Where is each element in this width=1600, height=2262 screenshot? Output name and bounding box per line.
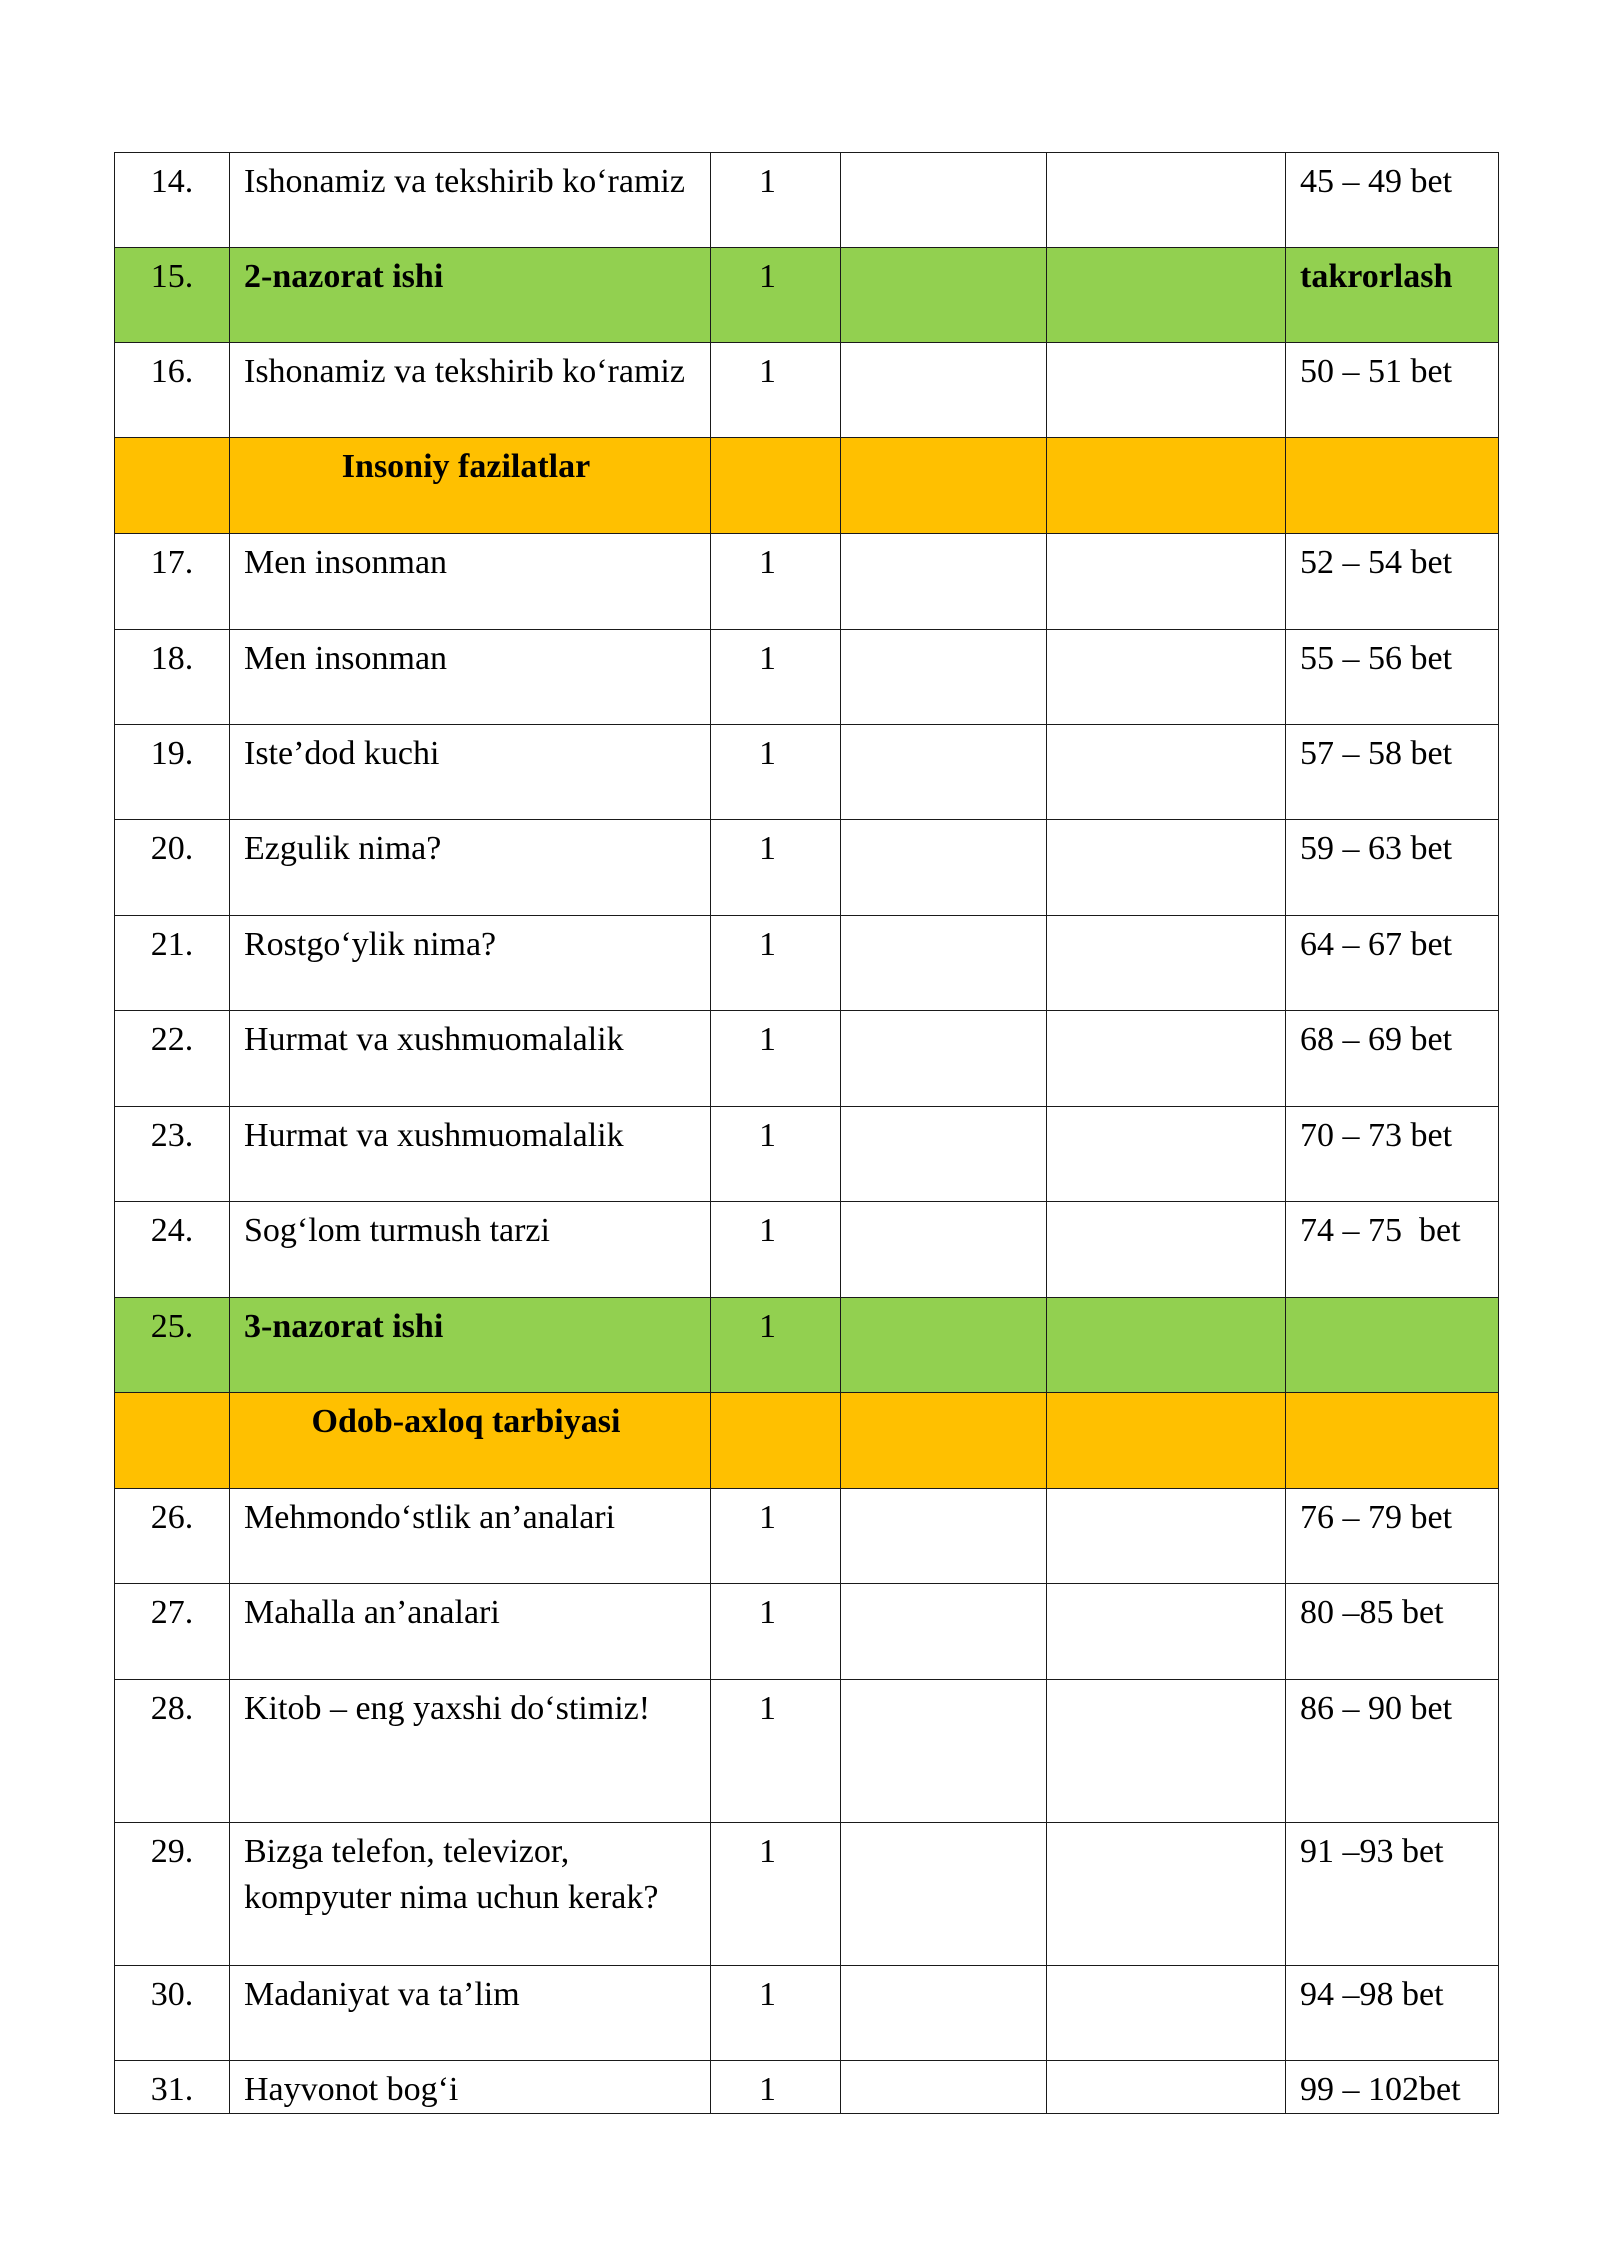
hours-count: 1 bbox=[711, 1966, 841, 2061]
row-number: 20. bbox=[115, 820, 230, 916]
empty-cell bbox=[1047, 1680, 1286, 1823]
empty-cell bbox=[1047, 1489, 1286, 1584]
hours-count: 1 bbox=[711, 153, 841, 248]
hours-count: 1 bbox=[711, 725, 841, 820]
lesson-row bbox=[115, 1107, 1499, 1202]
row-number: 30. bbox=[115, 1966, 230, 2061]
lesson-title: Insoniy fazilatlar bbox=[230, 438, 711, 534]
row-number: 31. bbox=[115, 2061, 230, 2114]
hours-count: 1 bbox=[711, 820, 841, 916]
empty-cell bbox=[841, 248, 1047, 343]
row-number: 23. bbox=[115, 1107, 230, 1202]
lesson-title: Iste’dod kuchi bbox=[230, 725, 711, 820]
lesson-title: 2-nazorat ishi bbox=[230, 248, 711, 343]
empty-cell bbox=[1047, 725, 1286, 820]
row-number: 17. bbox=[115, 534, 230, 630]
lesson-row bbox=[115, 1011, 1499, 1107]
row-number: 21. bbox=[115, 916, 230, 1011]
lesson-title: Mahalla an’analari bbox=[230, 1584, 711, 1680]
empty-cell bbox=[1047, 916, 1286, 1011]
lesson-row bbox=[115, 1680, 1499, 1823]
textbook-pages: 94 –98 bet bbox=[1286, 1966, 1499, 2061]
empty-cell bbox=[841, 2061, 1047, 2114]
textbook-pages: 91 –93 bet bbox=[1286, 1823, 1499, 1966]
empty-cell bbox=[841, 534, 1047, 630]
hours-count: 1 bbox=[711, 1107, 841, 1202]
lesson-title: Kitob – eng yaxshi do‘stimiz! bbox=[230, 1680, 711, 1823]
empty-cell bbox=[841, 1393, 1047, 1489]
lesson-row bbox=[115, 1489, 1499, 1584]
hours-count: 1 bbox=[711, 1298, 841, 1393]
hours-count: 1 bbox=[711, 343, 841, 438]
section-header-row bbox=[115, 1393, 1499, 1489]
empty-cell bbox=[1047, 1966, 1286, 2061]
textbook-pages: 50 – 51 bet bbox=[1286, 343, 1499, 438]
empty-cell bbox=[1047, 820, 1286, 916]
empty-cell bbox=[1047, 343, 1286, 438]
lesson-row bbox=[115, 153, 1499, 248]
row-number: 27. bbox=[115, 1584, 230, 1680]
empty-cell bbox=[1047, 534, 1286, 630]
empty-cell bbox=[841, 1107, 1047, 1202]
empty-cell bbox=[841, 1966, 1047, 2061]
lesson-row bbox=[115, 343, 1499, 438]
row-number: 28. bbox=[115, 1680, 230, 1823]
empty-cell bbox=[841, 1680, 1047, 1823]
hours-count: 1 bbox=[711, 916, 841, 1011]
lesson-title: Men insonman bbox=[230, 534, 711, 630]
hours-count: 1 bbox=[711, 248, 841, 343]
empty-cell bbox=[1047, 2061, 1286, 2114]
empty-cell bbox=[841, 916, 1047, 1011]
hours-count: 1 bbox=[711, 1489, 841, 1584]
textbook-pages: takrorlash bbox=[1286, 248, 1499, 343]
lesson-title: Rostgo‘ylik nima? bbox=[230, 916, 711, 1011]
textbook-pages: 70 – 73 bet bbox=[1286, 1107, 1499, 1202]
lesson-row bbox=[115, 725, 1499, 820]
control-work-row bbox=[115, 248, 1499, 343]
lesson-title: Men insonman bbox=[230, 630, 711, 725]
empty-cell bbox=[1047, 1584, 1286, 1680]
empty-cell bbox=[841, 820, 1047, 916]
empty-cell bbox=[1047, 1393, 1286, 1489]
row-number: 22. bbox=[115, 1011, 230, 1107]
empty-cell bbox=[1047, 438, 1286, 534]
row-number: 29. bbox=[115, 1823, 230, 1966]
hours-count: 1 bbox=[711, 1680, 841, 1823]
textbook-pages: 76 – 79 bet bbox=[1286, 1489, 1499, 1584]
lesson-row bbox=[115, 630, 1499, 725]
empty-cell bbox=[1047, 1202, 1286, 1298]
lesson-row bbox=[115, 1823, 1499, 1966]
empty-cell bbox=[841, 1823, 1047, 1966]
empty-cell bbox=[841, 153, 1047, 248]
empty-cell bbox=[1047, 153, 1286, 248]
empty-cell bbox=[841, 1011, 1047, 1107]
lesson-row bbox=[115, 1966, 1499, 2061]
lesson-row bbox=[115, 916, 1499, 1011]
textbook-pages: 45 – 49 bet bbox=[1286, 153, 1499, 248]
textbook-pages: 64 – 67 bet bbox=[1286, 916, 1499, 1011]
hours-count: 1 bbox=[711, 1823, 841, 1966]
empty-cell bbox=[1047, 1011, 1286, 1107]
textbook-pages bbox=[1286, 1298, 1499, 1393]
hours-count: 1 bbox=[711, 534, 841, 630]
row-number: 24. bbox=[115, 1202, 230, 1298]
empty-cell bbox=[1047, 1823, 1286, 1966]
row-number bbox=[115, 1393, 230, 1489]
textbook-pages: 52 – 54 bet bbox=[1286, 534, 1499, 630]
lesson-title: Ishonamiz va tekshirib ko‘ramiz bbox=[230, 343, 711, 438]
textbook-pages: 57 – 58 bet bbox=[1286, 725, 1499, 820]
textbook-pages bbox=[1286, 1393, 1499, 1489]
empty-cell bbox=[841, 438, 1047, 534]
empty-cell bbox=[841, 725, 1047, 820]
lesson-row bbox=[115, 1584, 1499, 1680]
lesson-title: Hayvonot bog‘i bbox=[230, 2061, 711, 2114]
row-number: 15. bbox=[115, 248, 230, 343]
lesson-title: Sog‘lom turmush tarzi bbox=[230, 1202, 711, 1298]
empty-cell bbox=[841, 1584, 1047, 1680]
lesson-title: Bizga telefon, televizor, kompyuter nima uchun kerak? bbox=[230, 1823, 711, 1966]
hours-count: 1 bbox=[711, 1202, 841, 1298]
lesson-plan-table bbox=[114, 152, 1499, 2114]
lesson-title: Odob-axloq tarbiyasi bbox=[230, 1393, 711, 1489]
hours-count: 1 bbox=[711, 630, 841, 725]
empty-cell bbox=[841, 1202, 1047, 1298]
textbook-pages: 86 – 90 bet bbox=[1286, 1680, 1499, 1823]
textbook-pages: 99 – 102bet bbox=[1286, 2061, 1499, 2114]
textbook-pages: 80 –85 bet bbox=[1286, 1584, 1499, 1680]
empty-cell bbox=[841, 630, 1047, 725]
lesson-title: Hurmat va xushmuomalalik bbox=[230, 1011, 711, 1107]
empty-cell bbox=[1047, 630, 1286, 725]
lesson-title: Ishonamiz va tekshirib ko‘ramiz bbox=[230, 153, 711, 248]
control-work-row bbox=[115, 1298, 1499, 1393]
row-number: 25. bbox=[115, 1298, 230, 1393]
lesson-row bbox=[115, 820, 1499, 916]
empty-cell bbox=[841, 1489, 1047, 1584]
lesson-row bbox=[115, 1202, 1499, 1298]
hours-count: 1 bbox=[711, 1584, 841, 1680]
textbook-pages: 59 – 63 bet bbox=[1286, 820, 1499, 916]
lesson-title: 3-nazorat ishi bbox=[230, 1298, 711, 1393]
lesson-title: Madaniyat va ta’lim bbox=[230, 1966, 711, 2061]
hours-count: 1 bbox=[711, 1011, 841, 1107]
hours-count: 1 bbox=[711, 2061, 841, 2114]
row-number: 16. bbox=[115, 343, 230, 438]
lesson-title: Ezgulik nima? bbox=[230, 820, 711, 916]
empty-cell bbox=[1047, 248, 1286, 343]
empty-cell bbox=[1047, 1107, 1286, 1202]
textbook-pages: 68 – 69 bet bbox=[1286, 1011, 1499, 1107]
empty-cell bbox=[841, 343, 1047, 438]
textbook-pages bbox=[1286, 438, 1499, 534]
row-number bbox=[115, 438, 230, 534]
row-number: 14. bbox=[115, 153, 230, 248]
empty-cell bbox=[841, 1298, 1047, 1393]
lesson-row bbox=[115, 2061, 1499, 2114]
textbook-pages: 55 – 56 bet bbox=[1286, 630, 1499, 725]
textbook-pages: 74 – 75 bet bbox=[1286, 1202, 1499, 1298]
empty-cell bbox=[1047, 1298, 1286, 1393]
row-number: 26. bbox=[115, 1489, 230, 1584]
lesson-title: Mehmondo‘stlik an’analari bbox=[230, 1489, 711, 1584]
lesson-title: Hurmat va xushmuomalalik bbox=[230, 1107, 711, 1202]
lesson-row bbox=[115, 534, 1499, 630]
hours-count bbox=[711, 438, 841, 534]
hours-count bbox=[711, 1393, 841, 1489]
row-number: 18. bbox=[115, 630, 230, 725]
section-header-row bbox=[115, 438, 1499, 534]
row-number: 19. bbox=[115, 725, 230, 820]
